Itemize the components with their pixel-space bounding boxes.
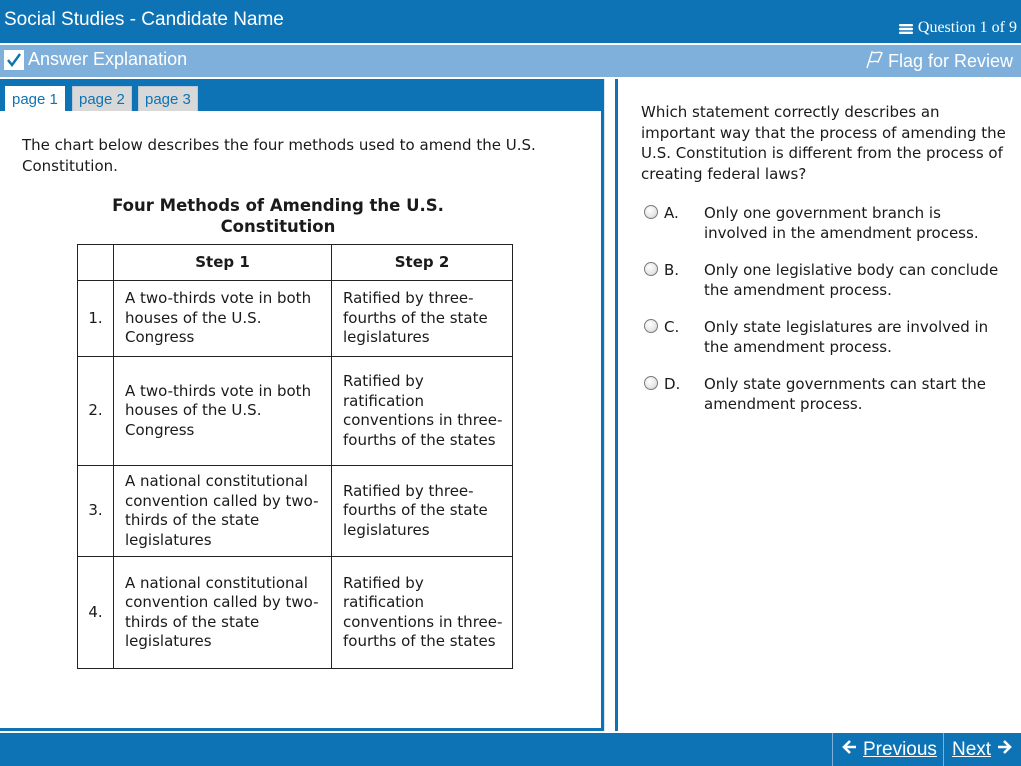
step2-cell: Ratified by ratification conventions in three-fourths of the states: [332, 557, 513, 669]
toolbar: [0, 45, 1021, 77]
tab-page-1[interactable]: page 1: [5, 86, 65, 114]
radio-button-d[interactable]: [644, 376, 658, 390]
row-number: 4.: [78, 557, 114, 669]
flag-icon: [864, 49, 884, 74]
table-row: [78, 466, 513, 557]
step2-cell: Ratified by three-fourths of the state legislatures: [332, 466, 513, 557]
table-title: Four Methods of Amending the U.S. Constitution: [112, 196, 444, 236]
option-text: Only one government branch is involved in the amendment process.: [704, 204, 979, 242]
question-stem: Which statement correctly describes an important way that the process of amending the U.S. Constitution is different from the process of creating federal laws?: [641, 103, 1006, 183]
arrow-right-icon: [997, 739, 1013, 761]
previous-label: Previous: [863, 738, 937, 760]
title-bar: [0, 0, 1021, 43]
step1-cell: A national constitutional convention called by two-thirds of the state legislatures: [114, 466, 332, 557]
option-letter: A.: [664, 204, 679, 222]
arrow-left-icon: [841, 739, 857, 761]
question-list-icon: [898, 22, 914, 34]
table-row: [78, 357, 513, 466]
next-label: Next: [952, 738, 992, 760]
step2-cell: Ratified by ratification conventions in three-fourths of the states: [332, 357, 513, 466]
step1-cell: A two-thirds vote in both houses of the U.S. Congress: [114, 281, 332, 357]
flag-for-review-button[interactable]: [864, 49, 1013, 74]
next-button[interactable]: [943, 733, 1021, 766]
column-header-step1: Step 1: [114, 245, 332, 281]
question-counter-label: Question 1 of 9: [917, 19, 1017, 36]
radio-button-c[interactable]: [644, 319, 658, 333]
amendment-methods-table: [77, 244, 513, 669]
option-text: Only state governments can start the amendment process.: [704, 375, 986, 413]
column-header-step2: Step 2: [332, 245, 513, 281]
option-text: Only one legislative body can conclude the amendment process.: [704, 261, 999, 299]
option-c[interactable]: [642, 317, 1012, 374]
passage-intro: The chart below describes the four methods used to amend the U.S. Constitution.: [22, 136, 536, 175]
page-tabs: [0, 83, 602, 111]
step1-cell: A national constitutional convention called by two-thirds of the state legislatures: [114, 557, 332, 669]
flag-label: Flag for Review: [887, 51, 1013, 71]
table-row: [78, 281, 513, 357]
option-text: Only state legislatures are involved in the amendment process.: [704, 318, 989, 356]
row-number: 1.: [78, 281, 114, 357]
footer-bar: [0, 733, 1021, 766]
passage-content[interactable]: [0, 111, 601, 728]
app-title: Social Studies - Candidate Name: [4, 9, 284, 30]
row-number: 3.: [78, 466, 114, 557]
row-number: 2.: [78, 357, 114, 466]
step2-cell: Ratified by three-fourths of the state legislatures: [332, 281, 513, 357]
previous-button[interactable]: [832, 733, 942, 766]
answer-explanation-label: Answer Explanation: [28, 49, 188, 69]
option-letter: D.: [664, 375, 681, 393]
question-counter[interactable]: [898, 19, 1017, 37]
option-d[interactable]: [642, 374, 1012, 431]
radio-button-b[interactable]: [644, 262, 658, 276]
answer-explanation-toggle[interactable]: [4, 49, 187, 70]
checkbox-checked-icon[interactable]: [4, 50, 24, 70]
pane-divider-edge: [615, 79, 618, 731]
step1-cell: A two-thirds vote in both houses of the U.S. Congress: [114, 357, 332, 466]
table-row: [78, 557, 513, 669]
radio-button-a[interactable]: [644, 205, 658, 219]
option-b[interactable]: [642, 260, 1012, 317]
table-header-row: [78, 245, 513, 281]
option-a[interactable]: [642, 203, 1012, 260]
column-header-number: [78, 245, 114, 281]
option-letter: B.: [664, 261, 680, 279]
option-letter: C.: [664, 318, 680, 336]
tab-page-3[interactable]: page 3: [138, 86, 198, 112]
tab-page-2[interactable]: page 2: [72, 86, 132, 112]
answer-options: [642, 203, 1012, 431]
